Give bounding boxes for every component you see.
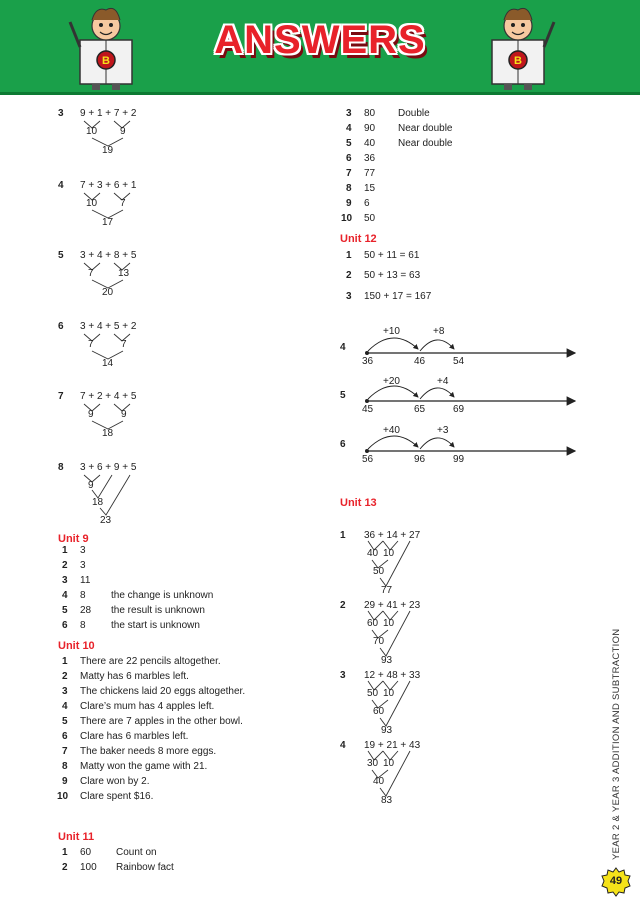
tree-expression: 3 + 4 + 8 + 5 bbox=[80, 250, 137, 261]
tree-partial-sum: 40 bbox=[373, 776, 385, 787]
tree-total: 19 bbox=[102, 145, 114, 156]
tree-number: 4 bbox=[340, 740, 346, 751]
tree-total: 83 bbox=[381, 795, 393, 806]
page-number: 49 bbox=[609, 875, 623, 887]
tree-partial-sum: 60 bbox=[367, 618, 379, 629]
answer-value: 3 bbox=[80, 545, 86, 556]
answer-number: 9 bbox=[346, 198, 352, 209]
svg-text:B: B bbox=[514, 55, 522, 67]
tree-expression: 29 + 41 + 23 bbox=[364, 600, 421, 611]
unit-13-heading: Unit 13 bbox=[340, 497, 377, 509]
answer-value: 80 bbox=[364, 108, 376, 119]
jump-label: +40 bbox=[383, 425, 400, 436]
answer-number: 7 bbox=[346, 168, 352, 179]
answer-number: 3 bbox=[62, 575, 68, 586]
tree-number: 4 bbox=[58, 180, 64, 191]
point-label: 65 bbox=[414, 404, 426, 415]
answer-value: 15 bbox=[364, 183, 376, 194]
tree-total: 77 bbox=[381, 585, 393, 596]
answer-value: 60 bbox=[80, 847, 92, 858]
answer-note: the change is unknown bbox=[111, 590, 214, 601]
tree-expression: 3 + 4 + 5 + 2 bbox=[80, 321, 137, 332]
tree-expression: 9 + 1 + 7 + 2 bbox=[80, 108, 137, 119]
tree-total: 93 bbox=[381, 655, 393, 666]
answer-text: Clare won by 2. bbox=[80, 776, 150, 787]
tree-partial-sum: 7 bbox=[88, 339, 94, 350]
answer-number: 6 bbox=[62, 731, 68, 742]
equation: 150 + 17 = 167 bbox=[364, 291, 432, 302]
answer-number: 4 bbox=[340, 342, 346, 353]
answer-note: the result is unknown bbox=[111, 605, 205, 616]
answer-number: 4 bbox=[346, 123, 352, 134]
answer-number: 5 bbox=[340, 390, 346, 401]
tree-total: 17 bbox=[102, 217, 114, 228]
answer-number: 2 bbox=[62, 862, 68, 873]
side-running-title: YEAR 2 & YEAR 3 ADDITION AND SUBTRACTION bbox=[611, 628, 622, 860]
tree-total: 93 bbox=[381, 725, 393, 736]
number-line-point bbox=[365, 449, 369, 453]
answer-text: Clare’s mum has 4 apples left. bbox=[80, 701, 215, 712]
point-label: 46 bbox=[414, 356, 426, 367]
answer-number: 8 bbox=[346, 183, 352, 194]
answer-text: There are 22 pencils altogether. bbox=[80, 656, 221, 667]
tree-expression: 19 + 21 + 43 bbox=[364, 740, 421, 751]
tree-partial-sum: 9 bbox=[120, 126, 126, 137]
jump-arc bbox=[420, 388, 454, 399]
unit-10-heading: Unit 10 bbox=[58, 640, 95, 652]
number-line-point bbox=[365, 351, 369, 355]
answer-number: 5 bbox=[62, 716, 68, 727]
point-label: 56 bbox=[362, 454, 374, 465]
tree-partial-sum: 10 bbox=[383, 548, 395, 559]
answer-text: The chickens laid 20 eggs altogether. bbox=[80, 686, 246, 697]
tree-total: 14 bbox=[102, 358, 114, 369]
tree-partial-sum: 60 bbox=[373, 706, 385, 717]
tree-partial-sum: 18 bbox=[92, 497, 104, 508]
tree-partial-sum: 9 bbox=[88, 480, 94, 491]
tree-partial-sum: 7 bbox=[120, 198, 126, 209]
answer-note: the start is unknown bbox=[111, 620, 200, 631]
tree-number: 3 bbox=[58, 108, 64, 119]
answer-note: Rainbow fact bbox=[116, 862, 174, 873]
answer-text: Clare has 6 marbles left. bbox=[80, 731, 189, 742]
point-label: 54 bbox=[453, 356, 465, 367]
equation: 50 + 13 = 63 bbox=[364, 270, 421, 281]
tree-partial-sum: 10 bbox=[86, 198, 98, 209]
answer-value: 8 bbox=[80, 590, 86, 601]
answer-number: 3 bbox=[62, 686, 68, 697]
tree-partial-sum: 10 bbox=[383, 618, 395, 629]
jump-arc bbox=[420, 340, 454, 351]
tree-partial-sum: 40 bbox=[367, 548, 379, 559]
page-title: ANSWERS bbox=[214, 18, 426, 62]
point-label: 99 bbox=[453, 454, 465, 465]
tree-partial-sum: 13 bbox=[118, 268, 130, 279]
jump-label: +10 bbox=[383, 326, 400, 337]
answer-text: The baker needs 8 more eggs. bbox=[80, 746, 217, 757]
tree-partial-sum: 30 bbox=[367, 758, 379, 769]
answer-number: 2 bbox=[62, 671, 68, 682]
jump-arc bbox=[368, 436, 418, 449]
answer-number: 10 bbox=[57, 791, 69, 802]
answer-number: 1 bbox=[346, 250, 352, 261]
answer-value: 50 bbox=[364, 213, 376, 224]
answer-value: 90 bbox=[364, 123, 376, 134]
answer-text: There are 7 apples in the other bowl. bbox=[80, 716, 243, 727]
answer-note: Near double bbox=[398, 123, 453, 134]
answer-number: 6 bbox=[62, 620, 68, 631]
tree-expression: 3 + 6 + 9 + 5 bbox=[80, 462, 137, 473]
tree-expression: 12 + 48 + 33 bbox=[364, 670, 421, 681]
jump-arc bbox=[368, 338, 418, 351]
answer-number: 8 bbox=[62, 761, 68, 772]
answer-number: 6 bbox=[346, 153, 352, 164]
tree-number: 2 bbox=[340, 600, 346, 611]
answer-number: 1 bbox=[62, 545, 68, 556]
tree-partial-sum: 70 bbox=[373, 636, 385, 647]
answer-number: 3 bbox=[346, 108, 352, 119]
tree-partial-sum: 9 bbox=[88, 409, 94, 420]
answer-number: 2 bbox=[62, 560, 68, 571]
answer-number: 2 bbox=[346, 270, 352, 281]
tree-number: 8 bbox=[58, 462, 64, 473]
answer-number: 10 bbox=[341, 213, 353, 224]
jump-arc bbox=[420, 438, 454, 449]
tree-partial-sum: 50 bbox=[367, 688, 379, 699]
svg-text:B: B bbox=[102, 55, 110, 67]
jump-label: +3 bbox=[437, 425, 449, 436]
unit-12-heading: Unit 12 bbox=[340, 233, 377, 245]
answer-number: 4 bbox=[62, 701, 68, 712]
point-label: 45 bbox=[362, 404, 374, 415]
answer-number: 5 bbox=[346, 138, 352, 149]
jump-label: +8 bbox=[433, 326, 445, 337]
answer-value: 8 bbox=[80, 620, 86, 631]
tree-number: 1 bbox=[340, 530, 346, 541]
tree-expression: 7 + 2 + 4 + 5 bbox=[80, 391, 137, 402]
tree-partial-sum: 7 bbox=[121, 339, 127, 350]
answer-value: 3 bbox=[80, 560, 86, 571]
tree-number: 3 bbox=[340, 670, 346, 681]
answer-note: Near double bbox=[398, 138, 453, 149]
answer-value: 40 bbox=[364, 138, 376, 149]
answer-text: Matty has 6 marbles left. bbox=[80, 671, 189, 682]
answer-number: 9 bbox=[62, 776, 68, 787]
answer-number: 3 bbox=[346, 291, 352, 302]
point-label: 69 bbox=[453, 404, 465, 415]
tree-total: 20 bbox=[102, 287, 114, 298]
answer-value: 28 bbox=[80, 605, 92, 616]
tree-expression: 36 + 14 + 27 bbox=[364, 530, 421, 541]
answer-value: 100 bbox=[80, 862, 97, 873]
answer-number: 4 bbox=[62, 590, 68, 601]
point-label: 36 bbox=[362, 356, 374, 367]
answer-value: 36 bbox=[364, 153, 376, 164]
tree-number: 6 bbox=[58, 321, 64, 332]
answer-note: Count on bbox=[116, 847, 157, 858]
tree-partial-sum: 7 bbox=[88, 268, 94, 279]
answer-number: 7 bbox=[62, 746, 68, 757]
tree-partial-sum: 9 bbox=[121, 409, 127, 420]
answer-number: 1 bbox=[62, 847, 68, 858]
tree-expression: 7 + 3 + 6 + 1 bbox=[80, 180, 137, 191]
answer-number: 6 bbox=[340, 439, 346, 450]
unit-11-heading: Unit 11 bbox=[58, 831, 95, 843]
number-line-point bbox=[365, 399, 369, 403]
tree-partial-sum: 50 bbox=[373, 566, 385, 577]
answer-text: Matty won the game with 21. bbox=[80, 761, 208, 772]
answer-number: 1 bbox=[62, 656, 68, 667]
tree-partial-sum: 10 bbox=[383, 688, 395, 699]
tree-total: 23 bbox=[100, 515, 112, 526]
jump-label: +20 bbox=[383, 376, 400, 387]
point-label: 96 bbox=[414, 454, 426, 465]
jump-label: +4 bbox=[437, 376, 449, 387]
equation: 50 + 11 = 61 bbox=[364, 250, 420, 261]
tree-number: 7 bbox=[58, 391, 64, 402]
answer-value: 11 bbox=[80, 575, 91, 586]
answer-value: 6 bbox=[364, 198, 370, 209]
tree-number: 5 bbox=[58, 250, 64, 261]
answer-note: Double bbox=[398, 108, 430, 119]
unit-9-heading: Unit 9 bbox=[58, 533, 89, 545]
answer-number: 5 bbox=[62, 605, 68, 616]
tree-partial-sum: 10 bbox=[383, 758, 395, 769]
tree-total: 18 bbox=[102, 428, 114, 439]
answer-text: Clare spent $16. bbox=[80, 791, 154, 802]
answer-value: 77 bbox=[364, 168, 376, 179]
tree-partial-sum: 10 bbox=[86, 126, 98, 137]
